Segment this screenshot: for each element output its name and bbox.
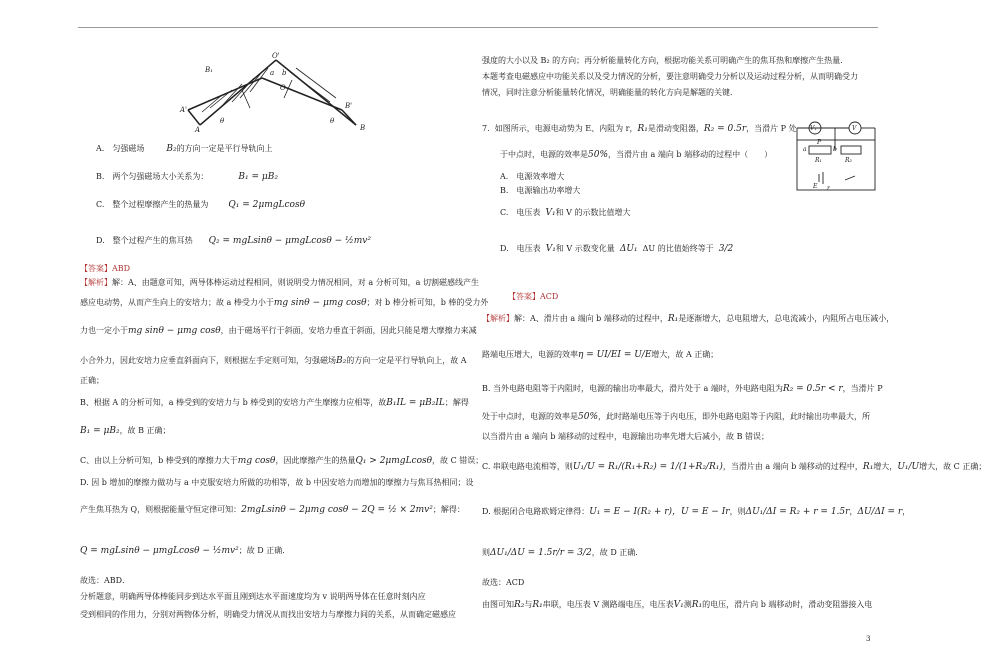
page-number: 3 (866, 635, 871, 643)
q6-expl-10: 产生焦耳热为 Q，则根据能量守恒定律可知：2mgLsinθ − 2μmg cosθ − 2Q = ½ × 2mv²；解得： (80, 505, 465, 515)
circuit-r2: R₂ (845, 157, 852, 164)
q7-option-c: C. 电压表 V₁和 V 的示数比值增大 (500, 208, 631, 218)
q6-option-c: C. 整个过程摩擦产生的热量为 Q₁ = 2μmgLcosθ (96, 200, 305, 210)
q6-expl-7: B₁ = μB₂，故 B 正确； (80, 426, 171, 436)
q7-option-a: A. 电源效率增大 (500, 172, 565, 181)
circuit-e: E (813, 183, 818, 190)
circuit-v: V (852, 125, 857, 132)
label-theta-left: θ (220, 117, 225, 125)
q7-stem-1: 7. 如图所示，电源电动势为 E、内阻为 r，R₁是滑动变阻器，R₂ = 0.5r，当滑片 P 处 (482, 124, 797, 134)
q6-expl-9: D. 因 b 增加的摩擦力做功与 a 中克服安培力所做的功相等，故 b 中因安培力而增加的摩擦力与焦耳热相同；设 (80, 478, 474, 487)
label-o-prime: O' (272, 52, 280, 60)
circuit-r1: R₁ (815, 157, 822, 164)
q6-option-b: B. 两个匀强磁场大小关系为： B₁ = μB₂ (96, 172, 278, 182)
right-line-3: 情况，同时注意分析能量转化情况，明确能量的转化方向是解题的关键． (482, 88, 738, 97)
q6-expl-14: 受到相同的作用力，分别对两物体分析，明确受力情况从而找出安培力与摩擦力间的关系，从而确定磁感应 (80, 610, 456, 619)
q6-expl-12: 故选：ABD． (80, 576, 131, 585)
label-theta-right: θ (330, 117, 335, 125)
circuit-a: a (803, 146, 807, 153)
circuit-r: r (827, 185, 830, 192)
label-a-prime: A' (180, 106, 187, 114)
label-o: O (280, 84, 286, 92)
q7-stem-2: 于中点时，电源的效率是50%，当滑片由 a 端向 b 端移动的过程中（ ） (500, 150, 773, 160)
q7-option-b: B. 电源输出功率增大 (500, 186, 581, 195)
q7-expl-3: B. 当外电路电阻等于内阻时，电源的输出功率最大，滑片处于 a 端时，外电路电阻为R₂ = 0.5r < r，当滑片 P (482, 384, 883, 394)
q6-expl-2: 感应电动势，从而产生向上的安培力；故 a 棒受力小于mg sinθ − μmg cosθ；对 b 棒分析可知，b 棒的受力外 (80, 298, 489, 308)
q6-expl-11: Q = mgLsinθ − μmgLcosθ − ½mv²；故 D 正确． (80, 546, 291, 556)
q6-expl-8: C、由以上分析可知，b 棒受到的摩擦力大于mg cosθ，因此摩擦产生的热量Q₁ > 2μmgLcosθ，故 C 错误； (80, 456, 484, 466)
q7-expl-4: 处于中点时，电源的效率是50%，此时路端电压等于内电压，即外电路电阻等于内阻，此时输出功率最大，所 (482, 412, 871, 422)
q7-expl-10: 由图可知R₂与R₁串联，电压表 V 测路端电压，电压表V₁测R₁的电压，滑片向 b 端移动时，滑动变阻器接入电 (482, 600, 873, 610)
right-line-1: 强度的大小以及 B₂ 的方向；再分析能量转化方向，根据功能关系可明确产生的焦耳热和摩擦产生热量． (482, 56, 849, 65)
q6-expl-13: 分析题意，明确两导体棒能同步到达水平面且刚到达水平面速度均为 v 说明两导体在任意时刻内应 (80, 592, 426, 601)
q6-answer: 【答案】ABD (80, 264, 131, 273)
label-a-rod: a (270, 69, 275, 77)
circuit-p: P (817, 139, 822, 146)
label-b-rod: b (282, 69, 287, 77)
label-b: B (360, 124, 366, 132)
q6-option-a: A. 匀强磁场 B₂的方向一定是平行导轨向上 (96, 144, 273, 154)
q7-option-d: D. 电压表 V₁和 V 示数变化量 ΔU₁ ΔU 的比值始终等于 3/2 (500, 244, 734, 254)
circuit-v1: V₁ (810, 125, 817, 132)
q7-expl-9: 故选：ACD (482, 578, 525, 587)
q7-expl-6: C. 串联电路电流相等，则U₁/U = R₁/(R₁+R₂) = 1/(1+R₂/R₁)，当滑片由 a 端向 b 端移动的过程中，R₁增大，U₁/U增大，故 C 正确； (482, 462, 986, 472)
q6-expl-3: 力也一定小于mg sinθ − μmg cosθ，由于磁场平行于斜面，安培力垂直于斜面，因此只能是增大摩擦力来减 (80, 326, 477, 336)
q7-expl-8: 则ΔU₁/ΔU = 1.5r/r = 3/2，故 D 正确． (482, 548, 644, 558)
label-b1: B₁ (205, 66, 213, 74)
q6-expl-1: 【解析】解：A、由题意可知，两导体棒运动过程相同，则说明受力情况相同，对 a 分析可知，a 切割磁感线产生 (80, 278, 479, 287)
q7-expl-2: 路端电压增大，电源的效率η = UI/EI = U/E增大，故 A 正确； (482, 350, 719, 360)
q6-option-d: D. 整个过程产生的焦耳热 Q₂ = mgLsinθ − μmgLcosθ − ½mv² (96, 236, 371, 246)
q6-expl-5: 正确； (80, 376, 104, 385)
q7-expl-5: 以当滑片由 a 端向 b 端移动的过程中，电源输出功率先增大后减小，故 B 错误； (482, 432, 770, 441)
q7-expl-7: D. 根据闭合电路欧姆定律得：U₁ = E − I(R₂ + r)，U = E − Ir，则ΔU₁/ΔI = R₂ + r = 1.5r，ΔU/ΔI = r， (482, 507, 911, 517)
q7-expl-1: 【解析】解：A、滑片由 a 端向 b 端移动的过程中，R₁是逐渐增大，总电阻增大，总电流减小，内阻所占电压减小， (482, 314, 895, 324)
q6-expl-6: B、根据 A 的分析可知，a 棒受到的安培力与 b 棒受到的安培力产生摩擦力应相等，故B₁IL = μB₂IL；解得 (80, 398, 469, 408)
q6-expl-4: 小合外力，因此安培力应垂直斜面向下，则根据左手定则可知，匀强磁场B₂的方向一定是平行导轨向上，故 A (80, 356, 467, 366)
incline-rails-figure (180, 50, 380, 135)
label-b-prime: B' (345, 102, 353, 110)
label-a: A (195, 126, 201, 134)
q7-answer: 【答案】ACD (508, 292, 559, 301)
circuit-b: b (833, 146, 837, 153)
header-rule (78, 27, 878, 28)
circuit-figure (795, 118, 880, 194)
right-line-2: 本题考查电磁感应中功能关系以及受力情况的分析，要注意明确受力分析以及运动过程分析，从而明确受力 (482, 72, 858, 81)
